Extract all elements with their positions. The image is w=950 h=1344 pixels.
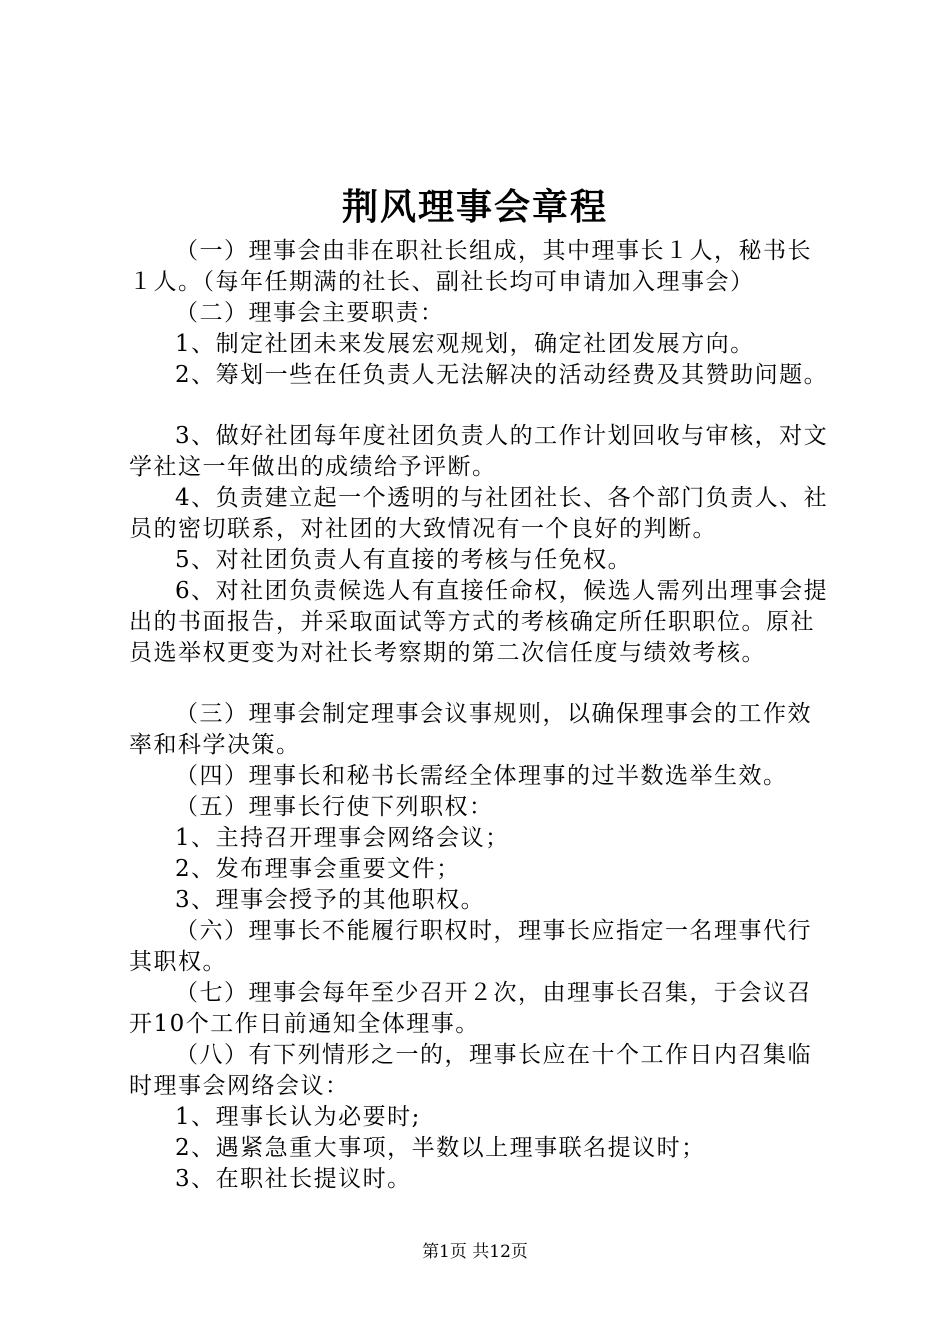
paragraph-12: 1、主持召开理事会网络会议；: [175, 825, 510, 851]
paragraph-1: （一）理事会由非在职社长组成，其中理事长１人，秘书长１人。（每年任期满的社长、副社长均可申请加入理事会）: [129, 238, 812, 295]
paragraph-gap: [129, 669, 833, 699]
paragraph-2: （二）理事会主要职责：: [175, 300, 445, 326]
paragraph-8: 6、对社团负责候选人有直接任命权，候选人需列出理事会提出的书面报告，并采取面试等方式的考核确定所任职职位。原社员选举权更变为对社长考察期的第二次信任度与绩效考核。: [129, 578, 829, 666]
paragraph-14: 3、理事会授予的其他职权。: [175, 887, 486, 913]
paragraph-3: 1、制定社团未来发展宏观规划，确定社团发展方向。: [175, 331, 755, 357]
paragraph-11: （五）理事长行使下列职权：: [175, 794, 494, 820]
paragraph-7: 5、对社团负责人有直接的考核与任免权。: [175, 547, 633, 573]
paragraph-gap: [129, 391, 833, 421]
paragraph-18: 1、理事长认为必要时;: [175, 1104, 421, 1130]
document-body: [129, 236, 833, 1195]
document-title: 荆风理事会章程: [341, 187, 608, 228]
paragraph-13: 2、发布理事会重要文件；: [175, 856, 461, 882]
page-number-footer: 第1页 共12页: [422, 1242, 528, 1262]
paragraph-16: （七）理事会每年至少召开２次，由理事长召集，于会议召开10个工作日前通知全体理事。: [129, 980, 812, 1037]
paragraph-6: 4、负责建立起一个透明的与社团社长、各个部门负责人、社员的密切联系，对社团的大致情况有一个良好的判断。: [129, 485, 829, 542]
paragraph-19: 2、遇紧急重大事项，半数以上理事联名提议时；: [175, 1135, 706, 1161]
paragraph-15: （六）理事长不能履行职权时，理事长应指定一名理事代行其职权。: [129, 918, 812, 975]
paragraph-17: （八）有下列情形之一的，理事长应在十个工作日内召集临时理事会网络会议：: [129, 1042, 812, 1099]
paragraph-5: 3、做好社团每年度社团负责人的工作计划回收与审核，对文学社这一年做出的成绩给予评断。: [129, 423, 829, 480]
paragraph-4: 2、筹划一些在任负责人无法解决的活动经费及其赞助问题。: [175, 362, 829, 388]
paragraph-9: （三）理事会制定理事会议事规则，以确保理事会的工作效率和科学决策。: [129, 701, 812, 758]
paragraph-10: （四）理事长和秘书长需经全体理事的过半数选举生效。: [175, 763, 788, 789]
paragraph-20: 3、在职社长提议时。: [175, 1166, 412, 1192]
